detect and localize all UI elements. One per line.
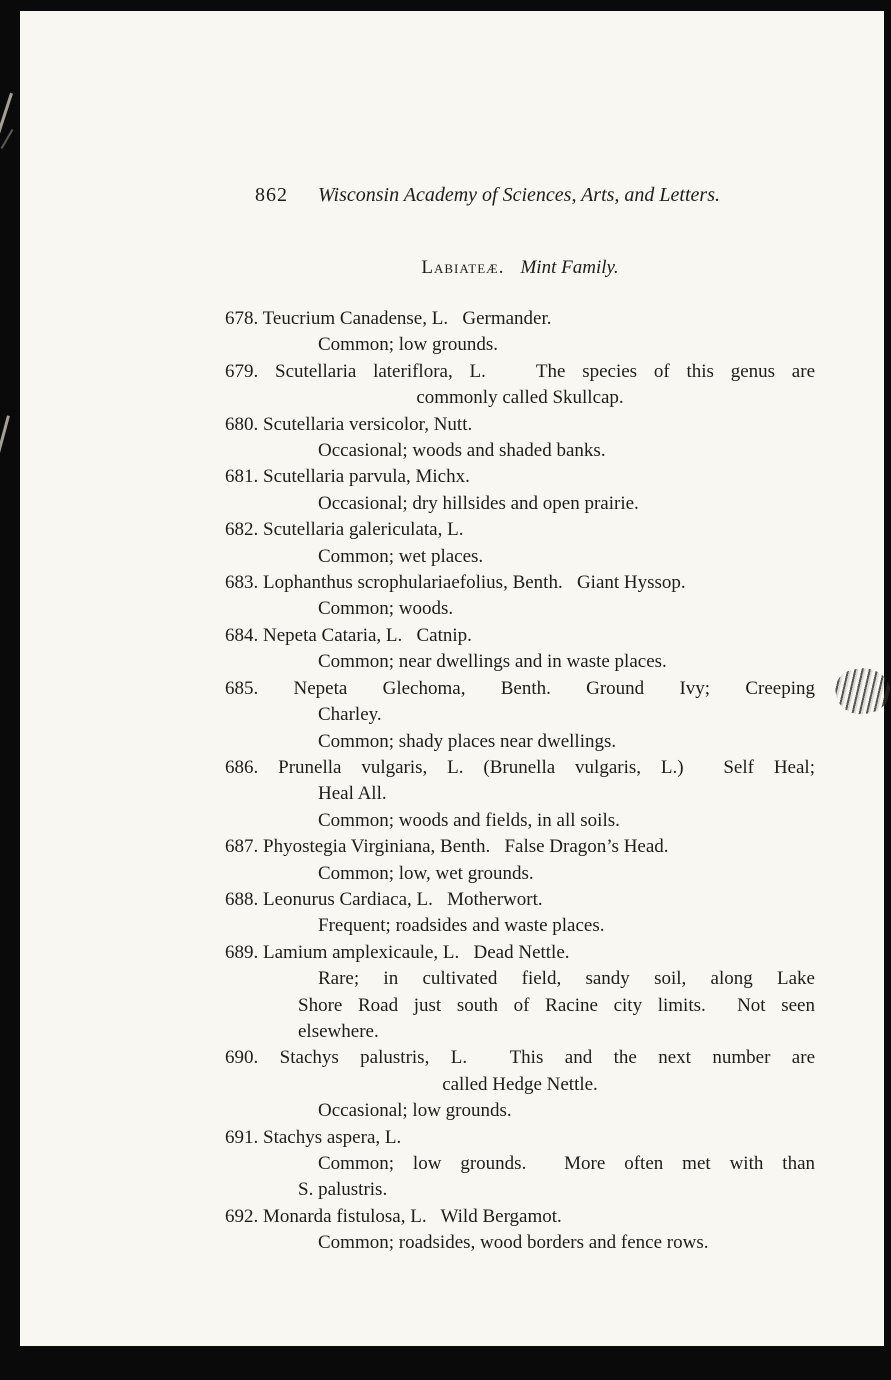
text-line: 685. Nepeta Glechoma, Benth. Ground Ivy; Creeping [225, 677, 815, 699]
family-name-latin: Labiateæ. [421, 257, 505, 278]
text-line: Occasional; low grounds. [318, 1100, 512, 1122]
journal-title: Wisconsin Academy of Sciences, Arts, and Letters. [318, 184, 720, 206]
scan-scratch-icon [1, 129, 14, 149]
text-line: elsewhere. [298, 1020, 379, 1042]
text-line: Occasional; dry hillsides and open prairie. [318, 492, 639, 514]
text-line: Common; low grounds. [318, 334, 498, 356]
text-line: Common; wet places. [318, 545, 484, 567]
text-line: 690. Stachys palustris, L. This and the next number are [225, 1047, 815, 1069]
text-line: called Hedge Nettle. [442, 1073, 598, 1095]
text-line: Common; near dwellings and in waste places. [318, 651, 667, 673]
text-line: Shore Road just south of Racine city limits. Not seen [298, 994, 815, 1016]
text-line: 683. Lophanthus scrophulariaefolius, Benth. Giant Hyssop. [225, 572, 686, 594]
text-line: 689. Lamium amplexicaule, L. Dead Nettle. [225, 941, 570, 963]
text-line: Common; low grounds. More often met with than [318, 1153, 815, 1174]
text-line: 679. Scutellaria lateriflora, L. The species of this genus are [225, 360, 815, 382]
text-line: commonly called Skullcap. [416, 387, 624, 409]
section-heading [225, 257, 815, 279]
species-list [225, 306, 815, 1257]
text-line: Heal All. [318, 783, 387, 805]
text-line: Common; shady places near dwellings. [318, 730, 617, 752]
text-line: 680. Scutellaria versicolor, Nutt. [225, 413, 473, 435]
text-line: 687. Phyostegia Virginiana, Benth. False Dragon’s Head. [225, 836, 669, 858]
text-line: 688. Leonurus Cardiaca, L. Motherwort. [225, 888, 543, 910]
text-line: Rare; in cultivated field, sandy soil, along Lake [318, 968, 815, 990]
text-line: 691. Stachys aspera, L. [225, 1126, 402, 1148]
text-line: 686. Prunella vulgaris, L. (Brunella vulgaris, L.) Self Heal; [225, 756, 815, 778]
page-paper [20, 11, 884, 1346]
family-name-common: Mint Family. [520, 257, 619, 278]
text-line: 684. Nepeta Cataria, L. Catnip. [225, 624, 472, 646]
text-line: Frequent; roadsides and waste places. [318, 915, 605, 937]
text-line: 682. Scutellaria galericulata, L. [225, 519, 464, 541]
scan-scratch-icon [0, 415, 10, 460]
text-line: 678. Teucrium Canadense, L. Germander. [225, 308, 552, 329]
text-line: Common; roadsides, wood borders and fence rows. [318, 1232, 709, 1254]
text-line: Common; low, wet grounds. [318, 862, 534, 884]
text-line: Common; woods. [318, 598, 454, 620]
text-line: Charley. [318, 704, 382, 726]
text-line: S. palustris. [298, 1179, 388, 1201]
text-line: 692. Monarda fistulosa, L. Wild Bergamot. [225, 1205, 562, 1227]
text-line: Occasional; woods and shaded banks. [318, 440, 606, 462]
text-line: 681. Scutellaria parvula, Michx. [225, 466, 470, 488]
page-number: 862 [255, 184, 288, 206]
running-header [225, 161, 884, 230]
text-line: Common; woods and fields, in all soils. [318, 809, 620, 831]
